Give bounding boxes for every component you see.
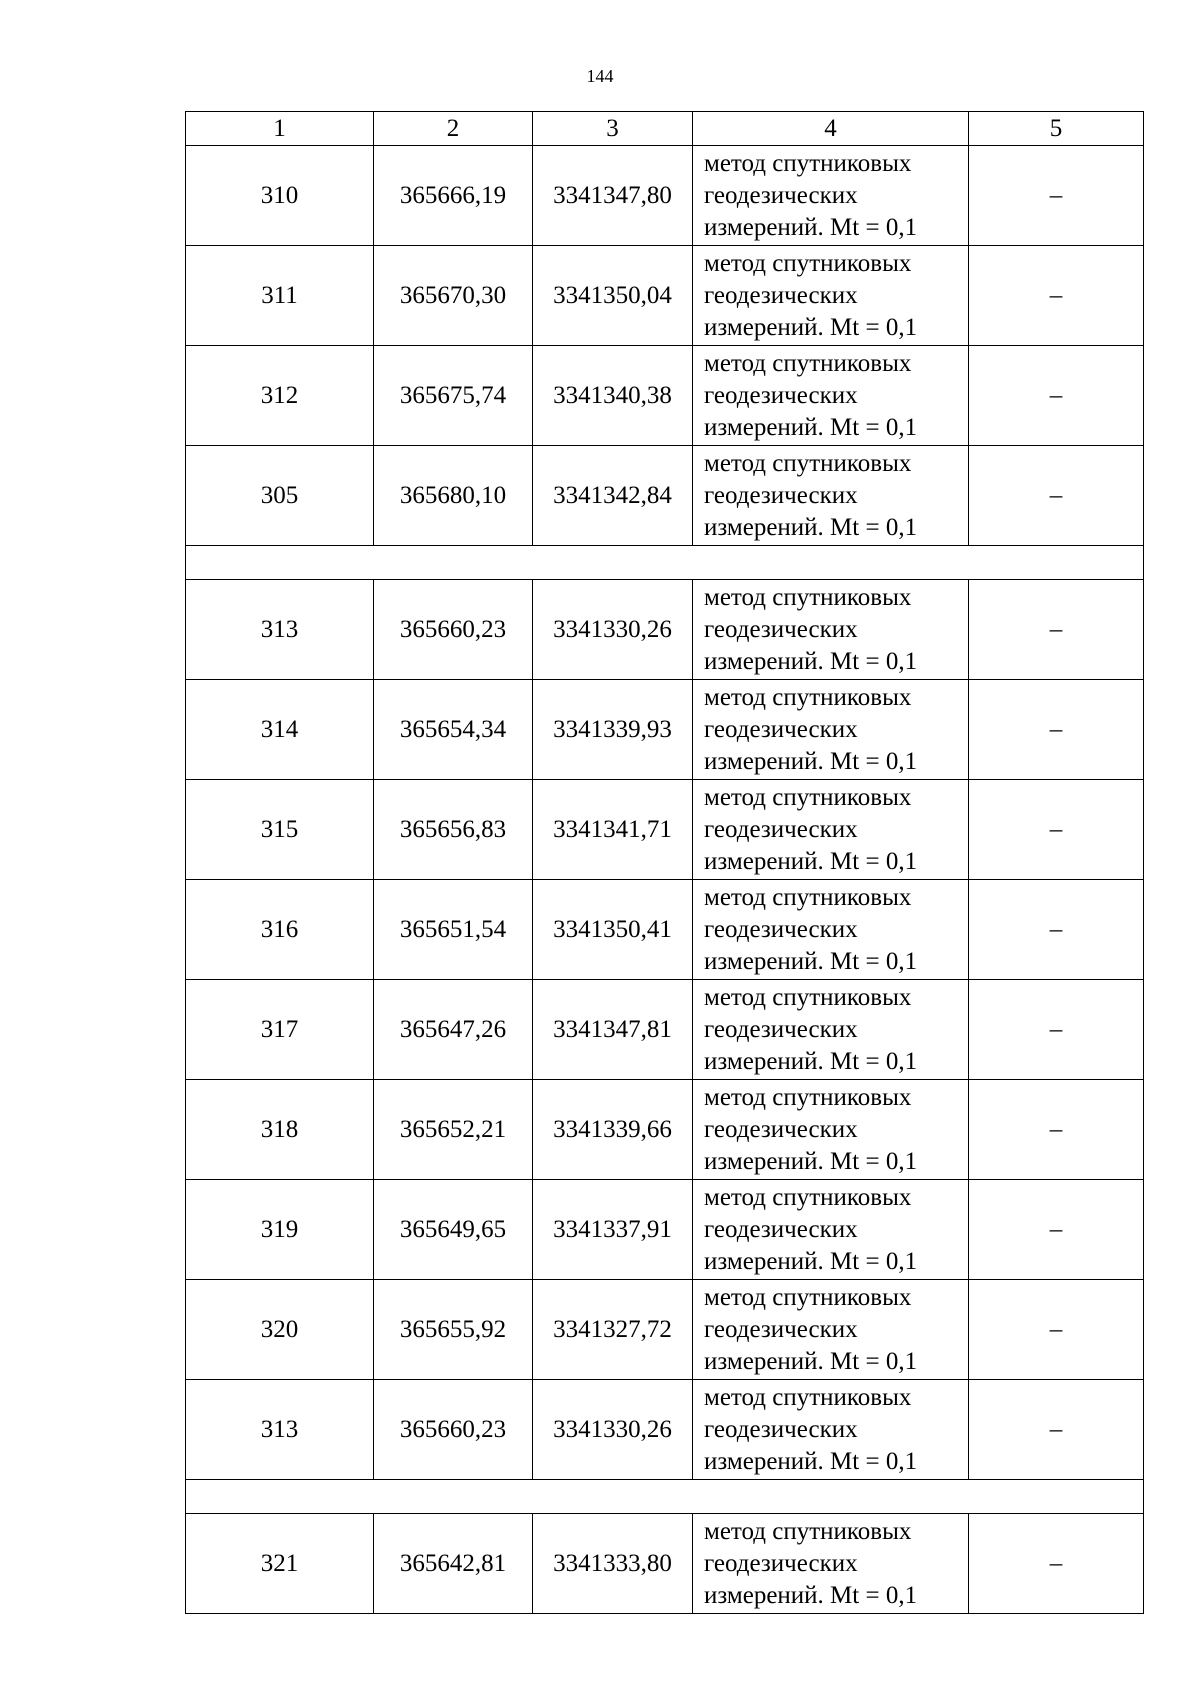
contour-separator-row bbox=[186, 546, 1144, 580]
coordinate-x: 365675,74 bbox=[374, 346, 533, 446]
point-note: – bbox=[969, 580, 1144, 680]
point-note: – bbox=[969, 1080, 1144, 1180]
table-header-row bbox=[186, 112, 1144, 146]
column-header: 2 bbox=[374, 112, 533, 146]
point-note: – bbox=[969, 1514, 1144, 1614]
coordinate-x: 365655,92 bbox=[374, 1280, 533, 1380]
point-number: 310 bbox=[186, 146, 374, 246]
method-description bbox=[693, 1280, 969, 1380]
method-line: метод спутниковых bbox=[704, 583, 912, 611]
method-line: геодезических bbox=[704, 1015, 858, 1043]
method-line: измерений. Mt = 0,1 bbox=[704, 847, 918, 875]
method-description bbox=[693, 1380, 969, 1480]
point-note: – bbox=[969, 1280, 1144, 1380]
method-line: метод спутниковых bbox=[704, 883, 912, 911]
method-line: метод спутниковых bbox=[704, 1517, 912, 1545]
method-line: геодезических bbox=[704, 1215, 858, 1243]
table-row bbox=[186, 880, 1144, 980]
coordinate-y: 3341350,04 bbox=[533, 246, 693, 346]
coordinate-x: 365649,65 bbox=[374, 1180, 533, 1280]
coordinate-y: 3341330,26 bbox=[533, 580, 693, 680]
table-row bbox=[186, 1180, 1144, 1280]
method-line: метод спутниковых bbox=[704, 783, 912, 811]
table-row bbox=[186, 1514, 1144, 1614]
method-line: геодезических bbox=[704, 381, 858, 409]
separator-cell bbox=[186, 1480, 1144, 1514]
method-line: измерений. Mt = 0,1 bbox=[704, 1347, 918, 1375]
method-line: измерений. Mt = 0,1 bbox=[704, 1147, 918, 1175]
table-row bbox=[186, 1280, 1144, 1380]
method-line: геодезических bbox=[704, 281, 858, 309]
column-header: 5 bbox=[969, 112, 1144, 146]
coordinate-x: 365670,30 bbox=[374, 246, 533, 346]
coordinate-x: 365656,83 bbox=[374, 780, 533, 880]
coordinate-y: 3341347,80 bbox=[533, 146, 693, 246]
point-note: – bbox=[969, 146, 1144, 246]
method-line: метод спутниковых bbox=[704, 1183, 912, 1211]
method-line: измерений. Mt = 0,1 bbox=[704, 1047, 918, 1075]
coordinate-y: 3341350,41 bbox=[533, 880, 693, 980]
coordinate-x: 365660,23 bbox=[374, 580, 533, 680]
method-line: измерений. Mt = 0,1 bbox=[704, 1447, 918, 1475]
point-number: 321 bbox=[186, 1514, 374, 1614]
method-line: измерений. Mt = 0,1 bbox=[704, 213, 918, 241]
method-line: метод спутниковых bbox=[704, 683, 912, 711]
method-line: геодезических bbox=[704, 481, 858, 509]
point-number: 311 bbox=[186, 246, 374, 346]
method-line: геодезических bbox=[704, 1315, 858, 1343]
coordinate-y: 3341339,93 bbox=[533, 680, 693, 780]
method-line: геодезических bbox=[704, 815, 858, 843]
separator-cell bbox=[186, 546, 1144, 580]
method-line: геодезических bbox=[704, 1549, 858, 1577]
method-description bbox=[693, 780, 969, 880]
coordinate-x: 365666,19 bbox=[374, 146, 533, 246]
method-description bbox=[693, 1180, 969, 1280]
coordinate-y: 3341342,84 bbox=[533, 446, 693, 546]
table-row bbox=[186, 446, 1144, 546]
point-number: 313 bbox=[186, 580, 374, 680]
coordinate-x: 365642,81 bbox=[374, 1514, 533, 1614]
method-description bbox=[693, 1514, 969, 1614]
coordinate-y: 3341339,66 bbox=[533, 1080, 693, 1180]
method-line: метод спутниковых bbox=[704, 149, 912, 177]
column-header: 1 bbox=[186, 112, 374, 146]
method-line: геодезических bbox=[704, 1415, 858, 1443]
method-description bbox=[693, 980, 969, 1080]
method-line: геодезических bbox=[704, 915, 858, 943]
point-note: – bbox=[969, 446, 1144, 546]
table-row bbox=[186, 980, 1144, 1080]
method-description bbox=[693, 1080, 969, 1180]
coordinate-x: 365651,54 bbox=[374, 880, 533, 980]
point-number: 317 bbox=[186, 980, 374, 1080]
point-note: – bbox=[969, 1380, 1144, 1480]
method-line: измерений. Mt = 0,1 bbox=[704, 747, 918, 775]
point-number: 320 bbox=[186, 1280, 374, 1380]
table-body bbox=[186, 112, 1144, 1614]
method-line: измерений. Mt = 0,1 bbox=[704, 1247, 918, 1275]
method-line: измерений. Mt = 0,1 bbox=[704, 947, 918, 975]
point-note: – bbox=[969, 680, 1144, 780]
method-line: измерений. Mt = 0,1 bbox=[704, 647, 918, 675]
coordinate-x: 365652,21 bbox=[374, 1080, 533, 1180]
method-description bbox=[693, 446, 969, 546]
method-line: метод спутниковых bbox=[704, 1083, 912, 1111]
method-line: метод спутниковых bbox=[704, 449, 912, 477]
method-line: геодезических bbox=[704, 615, 858, 643]
coordinate-y: 3341327,72 bbox=[533, 1280, 693, 1380]
table-row bbox=[186, 346, 1144, 446]
coordinate-y: 3341347,81 bbox=[533, 980, 693, 1080]
point-number: 319 bbox=[186, 1180, 374, 1280]
coordinate-y: 3341337,91 bbox=[533, 1180, 693, 1280]
method-description bbox=[693, 880, 969, 980]
coordinate-x: 365680,10 bbox=[374, 446, 533, 546]
table-row bbox=[186, 780, 1144, 880]
point-number: 305 bbox=[186, 446, 374, 546]
point-number: 312 bbox=[186, 346, 374, 446]
method-line: измерений. Mt = 0,1 bbox=[704, 313, 918, 341]
table-row bbox=[186, 246, 1144, 346]
method-line: метод спутниковых bbox=[704, 1283, 912, 1311]
point-note: – bbox=[969, 780, 1144, 880]
point-note: – bbox=[969, 880, 1144, 980]
table-row bbox=[186, 1080, 1144, 1180]
method-description bbox=[693, 580, 969, 680]
method-line: метод спутниковых bbox=[704, 249, 912, 277]
coordinate-y: 3341330,26 bbox=[533, 1380, 693, 1480]
method-line: метод спутниковых bbox=[704, 983, 912, 1011]
coordinate-x: 365660,23 bbox=[374, 1380, 533, 1480]
coordinate-y: 3341341,71 bbox=[533, 780, 693, 880]
method-line: измерений. Mt = 0,1 bbox=[704, 1581, 918, 1609]
table-row bbox=[186, 580, 1144, 680]
method-description bbox=[693, 146, 969, 246]
table-row bbox=[186, 146, 1144, 246]
point-number: 316 bbox=[186, 880, 374, 980]
point-note: – bbox=[969, 980, 1144, 1080]
point-note: – bbox=[969, 346, 1144, 446]
method-line: метод спутниковых bbox=[704, 1383, 912, 1411]
method-line: геодезических bbox=[704, 715, 858, 743]
coordinates-table bbox=[185, 111, 1144, 1614]
table-row bbox=[186, 680, 1144, 780]
method-line: измерений. Mt = 0,1 bbox=[704, 413, 918, 441]
coordinate-x: 365647,26 bbox=[374, 980, 533, 1080]
method-description bbox=[693, 680, 969, 780]
page-number: 144 bbox=[586, 66, 614, 86]
coordinate-y: 3341333,80 bbox=[533, 1514, 693, 1614]
point-number: 315 bbox=[186, 780, 374, 880]
point-number: 318 bbox=[186, 1080, 374, 1180]
point-number: 314 bbox=[186, 680, 374, 780]
column-header: 3 bbox=[533, 112, 693, 146]
method-line: метод спутниковых bbox=[704, 349, 912, 377]
point-note: – bbox=[969, 1180, 1144, 1280]
coordinate-y: 3341340,38 bbox=[533, 346, 693, 446]
point-number: 313 bbox=[186, 1380, 374, 1480]
contour-separator-row bbox=[186, 1480, 1144, 1514]
column-header: 4 bbox=[693, 112, 969, 146]
method-line: измерений. Mt = 0,1 bbox=[704, 513, 918, 541]
table-row bbox=[186, 1380, 1144, 1480]
method-description bbox=[693, 246, 969, 346]
method-line: геодезических bbox=[704, 1115, 858, 1143]
method-line: геодезических bbox=[704, 181, 858, 209]
coordinate-x: 365654,34 bbox=[374, 680, 533, 780]
point-note: – bbox=[969, 246, 1144, 346]
method-description bbox=[693, 346, 969, 446]
